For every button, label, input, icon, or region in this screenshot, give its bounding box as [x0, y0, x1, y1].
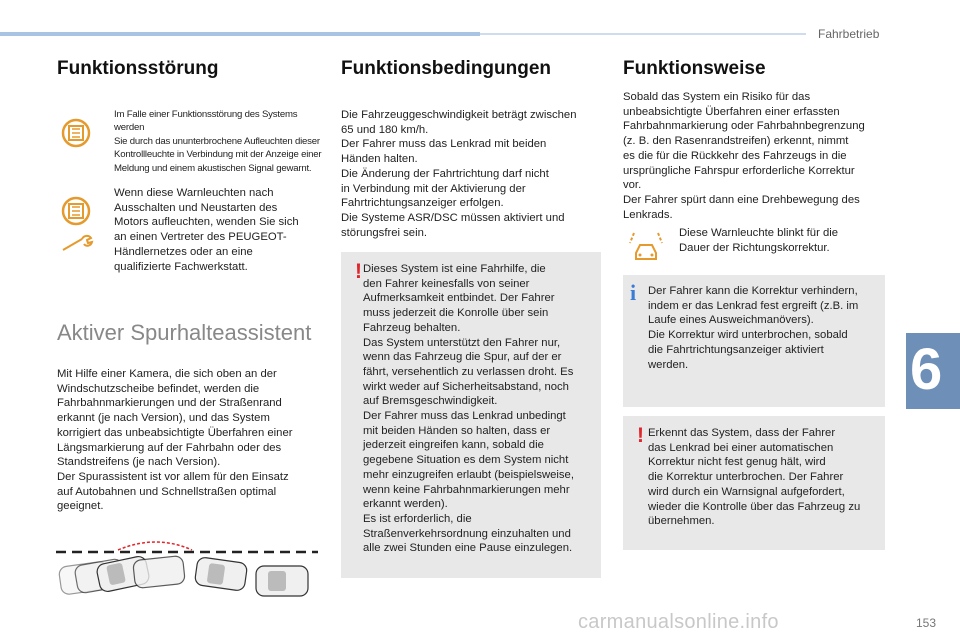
lane-warning-icon	[58, 117, 94, 149]
title-funktionsbedingungen: Funktionsbedingungen	[341, 58, 552, 79]
title-funktionsweise: Funktionsweise	[623, 58, 766, 79]
warning-text-small: Im Falle einer Funktionsstörung des Systems werden Sie durch das ununterbrochene Aufleuchten dieser Kontrollleuchte in Verbindung mit der Anzeige einer Meldung und einem akustischen Signal gewarnt.	[114, 109, 322, 174]
warning-box-2	[623, 416, 885, 550]
warning-box-2-text: Erkennt das System, dass der Fahrer das Lenkrad bei einer automatischen Korrektur nicht fest genug hält, wird die Korrektur unterbrochen. Der Fahrer wird durch ein Warnsignal aufgefordert, wieder die Kontrolle über das Fahrzeug zu übernehmen.	[648, 427, 861, 528]
warning-box	[341, 252, 601, 578]
warning-box-text: Dieses System ist eine Fahrhilfe, die den Fahrer keinesfalls von seiner Aufmerksamkeit entbindet. Der Fahrer muss jederzeit die Konrolle über sein Fahrzeug behalten. Das System unterstützt den Fahrer nur, wenn das Fahrzeug die Spur, auf der er fährt, versehentlich zu verlassen droht. Es wirkt weder auf Sicherheitsabstand, noch auf Bremsgeschwindigkeit. Der Fahrer muss das Lenkrad unbedingt mit beiden Händen so halten, dass er jederzeit eingreifen kann, sobald die gegebene Situation es dem System nicht mehr einzugreifen erlaubt (beispielsweise, wenn keine Fahrbahnmarkierungen mehr erkannt werden). Es ist erforderlich, die Straßenverkehrsordnung einzuhalten und alle zwei Stunden eine Pause einzulegen.	[363, 263, 574, 555]
subtitle-spurhalteassistent: Aktiver Spurhalteassistent	[57, 320, 312, 345]
watermark: carmanualsonline.info	[578, 611, 779, 633]
header-accent-bar	[0, 32, 480, 36]
wrench-icon	[60, 233, 94, 253]
info-box-text: Der Fahrer kann die Korrektur verhindern, indem er das Lenkrad fest ergreift (z.B. im Laufe eines Ausweichmanövers). Die Korrektur wird unterbrochen, sobald die Fahrtrichtungsanzeiger aktiviert werden.	[648, 285, 859, 371]
lane-departure-icon	[628, 231, 664, 267]
conditions-text: Die Fahrzeuggeschwindigkeit beträgt zwischen 65 und 180 km/h. Der Fahrer muss das Lenkrad mit beiden Händen halten. Die Änderung der Fahrtrichtung darf nicht in Verbindung mit der Aktivierung der Fahrtrichtungsanzeiger erfolgen. Die Systeme ASR/DSC müssen aktiviert und störungsfrei sein.	[341, 109, 577, 239]
chapter-tab	[906, 333, 960, 409]
operation-text: Sobald das System ein Risiko für das unbeabsichtigte Überfahren einer erfassten Fahrbahnmarkierung oder Fahrbahnbegrenzung (z. B. den Rasenrandstreifen) erkennt, nimmt es die für die Rückkehr des Fahrzeugs in die ursprüngliche Fahrspur erforderliche Korrektur vor. Der Fahrer spürt dann eine Drehbewegung des Lenkrads.	[623, 91, 865, 221]
info-icon: i	[630, 280, 637, 305]
intro-text: Mit Hilfe einer Kamera, die sich oben an der Windschutzscheibe befindet, werden die Fahrbahnmarkierungen und der Straßenrand erkannt (je nach Version), und das System korrigiert das unbeabsichtigte Überfahren einer Längsmarkierung auf der Fahrbahn oder des Standstreifens (je nach Version). Der Spurassistent ist vor allem für den Einsatz auf Autobahnen und Schnellstraßen optimal geeignet.	[57, 368, 293, 513]
warning-exclamation-icon: !	[637, 424, 644, 447]
section-name: Fahrbetrieb	[818, 27, 880, 41]
warning-exclamation-icon: !	[355, 260, 362, 283]
lane-warning-icon	[58, 195, 94, 227]
page-number: 153	[916, 616, 937, 630]
lamp-text: Diese Warnleuchte blinkt für die Dauer der Richtungskorrektur.	[679, 227, 839, 254]
info-box	[623, 275, 885, 407]
warning-text: Wenn diese Warnleuchten nach Ausschalten und Neustarten des Motors aufleuchten, wenden Sie sich an einen Vertreter des PEUGEOT- Händlernetzes oder an eine qualifizierte Fachwerkstatt.	[114, 187, 299, 273]
lane-assist-illustration	[56, 538, 326, 608]
chapter-number: 6	[910, 337, 943, 402]
title-funktionsstoerung: Funktionsstörung	[57, 58, 219, 79]
header-accent-line	[480, 33, 806, 35]
